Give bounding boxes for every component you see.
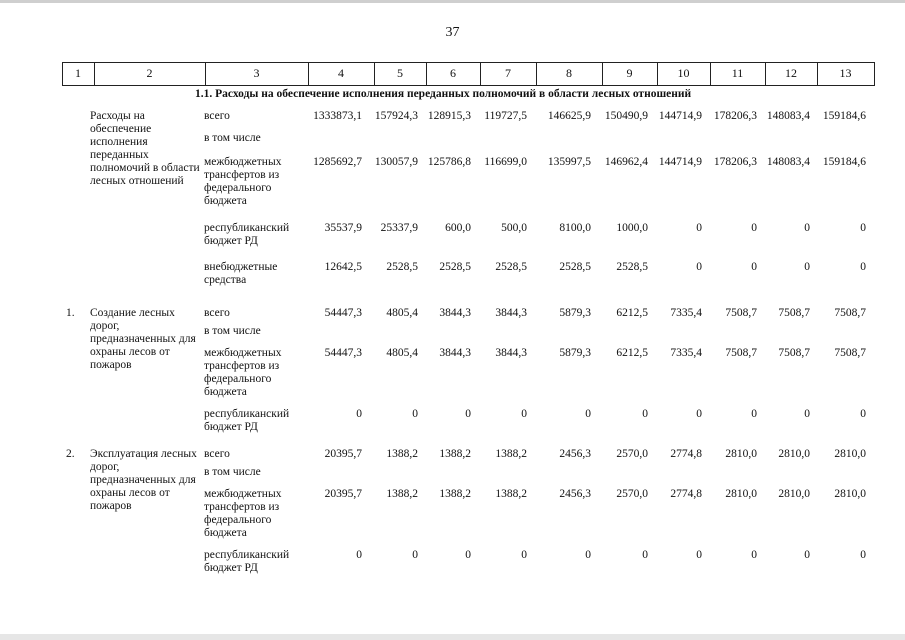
value-cell: 0: [751, 261, 757, 273]
value-cell: 2528,5: [439, 261, 471, 273]
value-cell: 1388,2: [439, 488, 471, 500]
value-cell: 3844,3: [439, 347, 471, 359]
value-cell: 2570,0: [616, 448, 648, 460]
header-cell: 8: [566, 66, 572, 80]
value-cell: 20395,7: [324, 488, 362, 500]
value-cell: 5879,3: [559, 347, 591, 359]
value-cell: 0: [696, 222, 702, 234]
value-cell: 0: [521, 549, 527, 561]
value-cell: 0: [696, 549, 702, 561]
value-cell: 0: [696, 408, 702, 420]
value-cell: 7508,7: [834, 307, 866, 319]
value-cell: 54447,3: [324, 307, 362, 319]
value-cell: 2810,0: [834, 448, 866, 460]
row-description: Расходы на обеспечение исполнения переданных полномочий в области лесных отношений: [90, 110, 200, 187]
funding-source-label: межбюджетных трансфертов из федерального бюджета: [204, 488, 282, 539]
header-bottom-border: [62, 85, 874, 86]
row-description: Эксплуатация лесных дорог, предназначенных для охраны лесов от пожаров: [90, 448, 197, 512]
value-cell: 0: [804, 222, 810, 234]
value-cell: 178206,3: [713, 156, 757, 168]
value-cell: 178206,3: [713, 110, 757, 122]
value-cell: 0: [751, 222, 757, 234]
value-cell: 0: [751, 408, 757, 420]
value-cell: 12642,5: [324, 261, 362, 273]
header-cell: 6: [450, 66, 456, 80]
funding-source-label: внебюджетные средства: [204, 261, 278, 286]
value-cell: 2456,3: [559, 448, 591, 460]
value-cell: 0: [860, 549, 866, 561]
value-cell: 25337,9: [380, 222, 418, 234]
value-cell: 7508,7: [725, 307, 757, 319]
funding-source-label: всего: [204, 307, 230, 319]
value-cell: 0: [465, 408, 471, 420]
header-cell: 13: [839, 66, 852, 80]
value-cell: 35537,9: [324, 222, 362, 234]
value-cell: 0: [585, 408, 591, 420]
funding-source-label: в том числе: [204, 132, 261, 144]
value-cell: 0: [356, 549, 362, 561]
value-cell: 2774,8: [670, 448, 702, 460]
value-cell: 1285692,7: [313, 156, 362, 168]
funding-source-label: всего: [204, 448, 230, 460]
value-cell: 159184,6: [822, 156, 866, 168]
value-cell: 2810,0: [725, 488, 757, 500]
value-cell: 144714,9: [658, 110, 702, 122]
value-cell: 0: [412, 549, 418, 561]
value-cell: 1388,2: [495, 488, 527, 500]
value-cell: 4805,4: [386, 307, 418, 319]
value-cell: 146625,9: [547, 110, 591, 122]
value-cell: 157924,3: [374, 110, 418, 122]
value-cell: 148083,4: [766, 156, 810, 168]
value-cell: 0: [804, 261, 810, 273]
header-cell: 10: [677, 66, 690, 80]
header-cell: 3: [253, 66, 260, 80]
value-cell: 2528,5: [559, 261, 591, 273]
value-cell: 128915,3: [427, 110, 471, 122]
value-cell: 1388,2: [495, 448, 527, 460]
header-cell: 11: [731, 66, 744, 80]
header-column-divider: [874, 62, 875, 86]
value-cell: 5879,3: [559, 307, 591, 319]
value-cell: 0: [860, 408, 866, 420]
value-cell: 2528,5: [495, 261, 527, 273]
value-cell: 0: [696, 261, 702, 273]
value-cell: 135997,5: [547, 156, 591, 168]
value-cell: 2810,0: [778, 488, 810, 500]
value-cell: 7508,7: [834, 347, 866, 359]
value-cell: 148083,4: [766, 110, 810, 122]
value-cell: 7335,4: [670, 347, 702, 359]
value-cell: 119727,5: [484, 110, 527, 122]
value-cell: 130057,9: [374, 156, 418, 168]
value-cell: 3844,3: [439, 307, 471, 319]
header-cell: 1: [75, 66, 81, 80]
value-cell: 144714,9: [658, 156, 702, 168]
row-number: 1.: [66, 307, 75, 319]
value-cell: 500,0: [501, 222, 527, 234]
value-cell: 2810,0: [834, 488, 866, 500]
value-cell: 3844,3: [495, 347, 527, 359]
value-cell: 7508,7: [778, 307, 810, 319]
value-cell: 0: [642, 549, 648, 561]
value-cell: 1388,2: [386, 448, 418, 460]
value-cell: 1000,0: [616, 222, 648, 234]
value-cell: 0: [804, 408, 810, 420]
value-cell: 0: [642, 408, 648, 420]
value-cell: 146962,4: [604, 156, 648, 168]
funding-source-label: всего: [204, 110, 230, 122]
scan-edge-bottom: [0, 634, 905, 640]
value-cell: 6212,5: [616, 307, 648, 319]
value-cell: 8100,0: [559, 222, 591, 234]
value-cell: 0: [356, 408, 362, 420]
value-cell: 4805,4: [386, 347, 418, 359]
value-cell: 0: [860, 222, 866, 234]
value-cell: 1333873,1: [313, 110, 362, 122]
value-cell: 2570,0: [616, 488, 648, 500]
value-cell: 150490,9: [604, 110, 648, 122]
row-number: 2.: [66, 448, 75, 460]
value-cell: 0: [521, 408, 527, 420]
header-cell: 2: [146, 66, 153, 80]
funding-source-label: республиканский бюджет РД: [204, 222, 290, 247]
value-cell: 125786,8: [427, 156, 471, 168]
value-cell: 1388,2: [386, 488, 418, 500]
value-cell: 2528,5: [386, 261, 418, 273]
value-cell: 7335,4: [670, 307, 702, 319]
value-cell: 6212,5: [616, 347, 648, 359]
header-top-border: [62, 62, 874, 63]
value-cell: 0: [412, 408, 418, 420]
value-cell: 2528,5: [616, 261, 648, 273]
value-cell: 600,0: [445, 222, 471, 234]
scan-edge-top: [0, 0, 905, 3]
value-cell: 159184,6: [822, 110, 866, 122]
page-number: 37: [445, 25, 460, 40]
value-cell: 0: [804, 549, 810, 561]
value-cell: 0: [465, 549, 471, 561]
header-cell: 9: [626, 66, 633, 80]
funding-source-label: республиканский бюджет РД: [204, 408, 290, 433]
value-cell: 1388,2: [439, 448, 471, 460]
value-cell: 2810,0: [778, 448, 810, 460]
value-cell: 3844,3: [495, 307, 527, 319]
value-cell: 20395,7: [324, 448, 362, 460]
header-cell: 7: [505, 66, 511, 80]
value-cell: 0: [585, 549, 591, 561]
section-title: 1.1. Расходы на обеспечение исполнения переданных полномочий в области лесных отношений: [195, 88, 692, 100]
funding-source-label: межбюджетных трансфертов из федерального бюджета: [204, 347, 282, 398]
header-cell: 12: [785, 66, 797, 80]
funding-source-label: в том числе: [204, 466, 261, 478]
value-cell: 2774,8: [670, 488, 702, 500]
value-cell: 7508,7: [725, 347, 757, 359]
header-cell: 5: [397, 66, 403, 80]
header-cell: 4: [338, 66, 344, 80]
funding-source-label: межбюджетных трансфертов из федерального бюджета: [204, 156, 282, 207]
value-cell: 0: [860, 261, 866, 273]
value-cell: 0: [751, 549, 757, 561]
funding-source-label: республиканский бюджет РД: [204, 549, 290, 574]
value-cell: 7508,7: [778, 347, 810, 359]
value-cell: 2810,0: [725, 448, 757, 460]
value-cell: 116699,0: [484, 156, 527, 168]
value-cell: 54447,3: [324, 347, 362, 359]
funding-source-label: в том числе: [204, 325, 261, 337]
value-cell: 2456,3: [559, 488, 591, 500]
row-description: Создание лесных дорог, предназначенных для охраны лесов от пожаров: [90, 307, 196, 371]
